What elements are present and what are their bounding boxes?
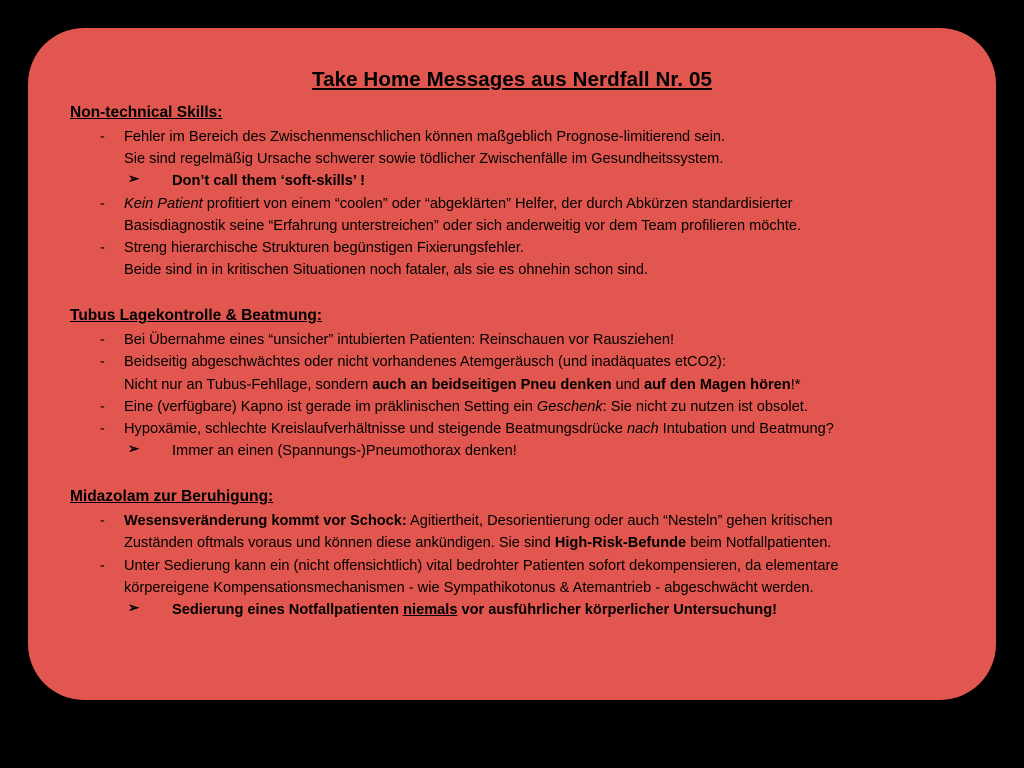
bullet-item	[52, 555, 972, 577]
bullet-text: Unter Sedierung kann ein (nicht offensichtlich) vital bedrohter Patienten sofort dekompensieren, da elementare	[124, 557, 839, 574]
bullet-text: Beidseitig abgeschwächtes oder nicht vorhandenes Atemgeräusch (und inadäquates etCO2):	[124, 354, 726, 371]
bullet-item	[52, 510, 972, 532]
dash-bullet-icon: -	[100, 332, 105, 349]
bullet-item	[52, 329, 972, 351]
bullet-text: Eine (verfügbare) Kapno ist gerade im präklinischen Setting ein Geschenk: Sie nicht zu nutzen ist obsolet.	[124, 398, 808, 415]
dash-bullet-icon: -	[100, 398, 105, 415]
sub-bullet-item	[52, 440, 972, 462]
bullet-text: Streng hierarchische Strukturen begünstigen Fixierungsfehler.	[124, 239, 524, 256]
continuation-line: Basisdiagnostik seine “Erfahrung unterstreichen” oder sich anderweitig vor dem Team profilieren möchte.	[124, 217, 802, 234]
continuation-line: Sie sind regelmäßig Ursache schwerer sowie tödlicher Zwischenfälle im Gesundheitssystem.	[124, 151, 724, 168]
arrow-bullet-icon: ➢	[128, 599, 140, 615]
arrow-bullet-icon: ➢	[128, 171, 140, 187]
bullet-text: Bei Übernahme eines “unsicher” intubierten Patienten: Reinschauen vor Rausziehen!	[124, 332, 675, 349]
section-spacer	[52, 281, 972, 307]
page-title: Take Home Messages aus Nerdfall Nr. 05	[312, 68, 712, 91]
continuation-line: Beide sind in in kritischen Situationen noch fataler, als sie es ohnehin schon sind.	[124, 262, 649, 279]
bullet-text: Wesensveränderung kommt vor Schock: Agitiertheit, Desorientierung oder auch “Nesteln” gehen kritischen	[124, 513, 833, 530]
content-section	[52, 307, 972, 462]
section-heading: Midazolam zur Beruhigung:	[70, 488, 274, 506]
dash-bullet-icon: -	[100, 420, 105, 437]
bullet-text: Don’t call them ‘soft-skills’ !	[172, 173, 365, 190]
slide-body	[52, 104, 972, 621]
bullet-text: Sedierung eines Notfallpatienten niemals vor ausführlicher körperlicher Untersuchung!	[172, 601, 777, 618]
sub-bullet-item	[52, 170, 972, 192]
bullet-item	[52, 418, 972, 440]
bullet-list	[52, 126, 972, 281]
arrow-bullet-icon: ➢	[128, 441, 140, 457]
continuation-line: körpereigene Kompensationsmechanismen - wie Sympathikotonus & Atemantrieb - abgeschwächt werden.	[124, 579, 814, 596]
bullet-text: Kein Patient profitiert von einem “coolen” oder “abgeklärten” Helfer, der durch Abkürzen standardisierter	[124, 195, 793, 212]
bullet-item	[52, 126, 972, 148]
dash-bullet-icon: -	[100, 354, 105, 371]
bullet-item	[52, 396, 972, 418]
slide-canvas	[28, 28, 996, 700]
bullet-item	[52, 351, 972, 373]
dash-bullet-icon: -	[100, 513, 105, 530]
bullet-list	[52, 329, 972, 462]
bullet-text: Immer an einen (Spannungs-)Pneumothorax denken!	[172, 443, 517, 460]
bullet-text: Fehler im Bereich des Zwischenmenschlichen können maßgeblich Prognose-limitierend sein.	[124, 129, 726, 145]
continuation-line: Zuständen oftmals voraus und können diese ankündigen. Sie sind High-Risk-Befunde beim Notfallpatienten.	[124, 535, 832, 552]
dash-bullet-icon: -	[100, 195, 105, 212]
bullet-item	[52, 237, 972, 259]
section-spacer	[52, 462, 972, 488]
bullet-item	[52, 193, 972, 215]
section-heading: Non-technical Skills:	[70, 104, 223, 121]
dash-bullet-icon: -	[100, 557, 105, 574]
content-section	[52, 104, 972, 281]
content-section	[52, 488, 972, 621]
dash-bullet-icon: -	[100, 129, 105, 145]
dash-bullet-icon: -	[100, 239, 105, 256]
section-heading: Tubus Lagekontrolle & Beatmung:	[70, 307, 323, 325]
bullet-list	[52, 510, 972, 621]
sub-bullet-item	[52, 599, 972, 621]
bullet-text: Hypoxämie, schlechte Kreislaufverhältnisse und steigende Beatmungsdrücke nach Intubation und Beatmung?	[124, 420, 834, 437]
continuation-line: Nicht nur an Tubus-Fehllage, sondern auch an beidseitigen Pneu denken und auf den Magen hören!*	[124, 376, 801, 393]
